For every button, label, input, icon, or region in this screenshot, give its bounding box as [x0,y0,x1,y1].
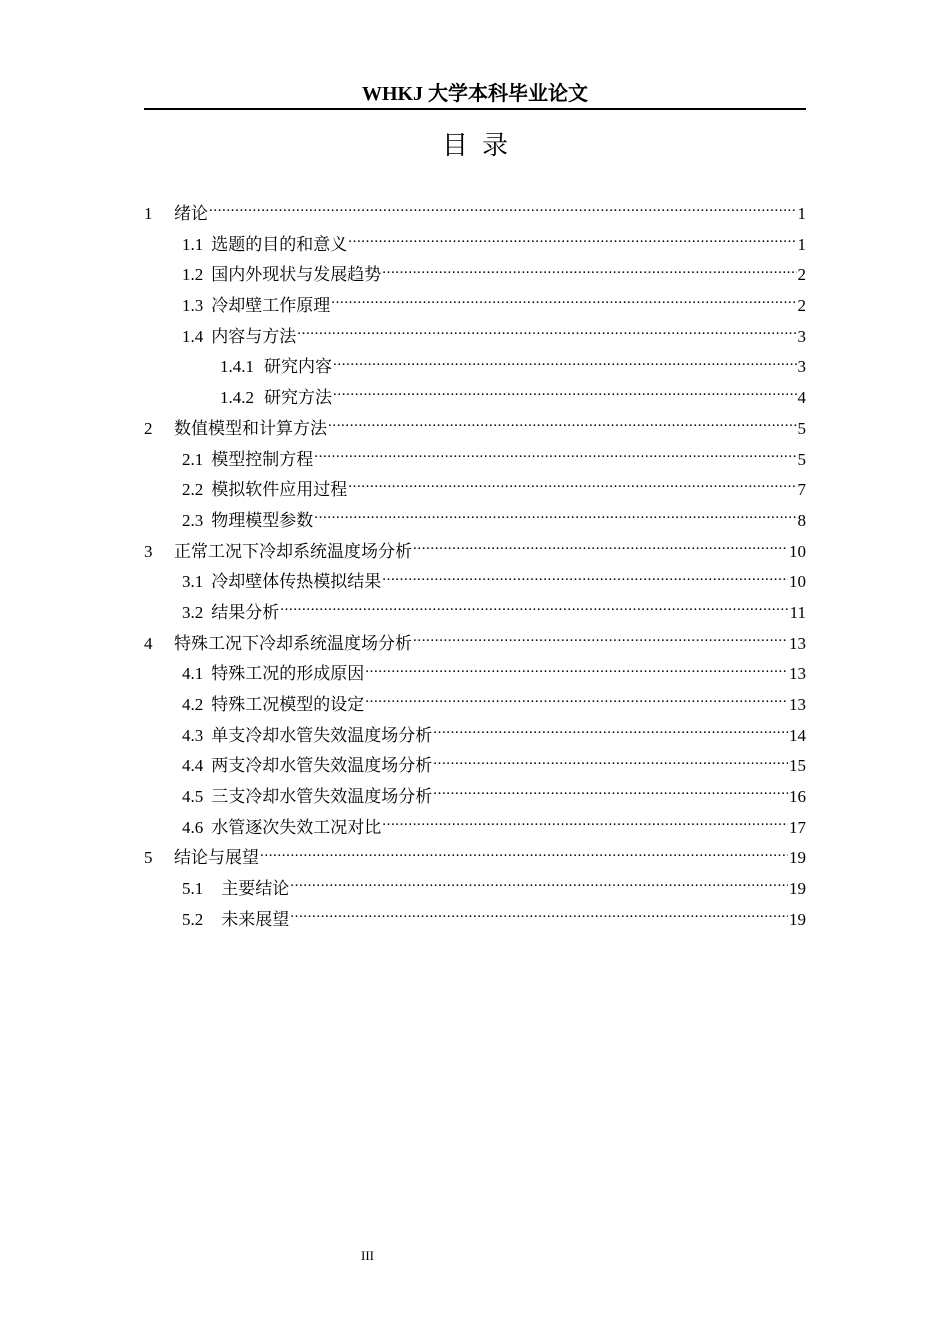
toc-entry-title: 三支冷却水管失效温度场分析 [211,787,433,807]
toc-entry-title: 未来展望 [221,909,290,929]
toc-entry-page: 13 [789,633,806,653]
toc-dot-leader [348,478,796,495]
toc-entry-page: 2 [797,265,806,285]
toc-entry-title: 特殊工况的形成原因 [211,664,365,684]
toc-dot-leader [333,355,797,372]
toc-entry-page: 3 [797,326,806,346]
toc-entry-number: 4.6 [182,817,204,837]
toc-dot-leader [314,448,796,465]
toc-dot-leader [413,632,788,649]
toc-entry[interactable] [144,383,806,414]
toc-entry[interactable] [144,260,806,291]
toc-entry-page: 17 [789,817,806,837]
toc-entry-number: 1.4.2 [220,388,254,408]
toc-entry-title: 数值模型和计算方法 [174,418,327,438]
toc-entry-title: 特殊工况下冷却系统温度场分析 [174,633,412,653]
toc-entry-title: 水管逐次失效工况对比 [211,817,382,837]
toc-entry-title: 冷却壁体传热模拟结果 [211,572,382,592]
toc-dot-leader [382,816,788,833]
toc-dot-leader [348,233,796,250]
toc-entry[interactable] [144,291,806,322]
toc-entry-title: 物理模型参数 [211,510,314,530]
toc-entry-number: 1.3 [182,296,204,316]
toc-entry[interactable] [144,414,806,445]
toc-dot-leader [382,570,788,587]
toc-entry-page: 11 [789,602,806,622]
toc-title: 目录 [441,131,522,160]
header-rule [144,108,806,110]
toc-entry-number: 2.3 [182,510,204,530]
toc-entry-page: 10 [789,572,806,592]
toc-entry-page: 13 [789,695,806,714]
toc-entry[interactable] [144,843,806,874]
toc-entry-title: 冷却壁工作原理 [211,296,331,316]
toc-entry-number: 1 [144,204,153,223]
toc-entry-title: 特殊工况模型的设定 [211,695,365,714]
toc-entry-title: 模型控制方程 [211,449,314,469]
toc-entry[interactable] [144,690,806,721]
toc-entry-page: 5 [797,449,806,469]
toc-dot-leader [331,294,796,311]
toc-dot-leader [297,325,796,342]
toc-entry-page: 19 [789,848,806,868]
toc-dot-leader [382,263,796,280]
toc-entry-page: 4 [797,388,806,408]
toc-dot-leader [260,846,788,863]
toc-entry-number: 4.3 [182,725,204,745]
toc-entry-number: 2.2 [182,480,204,500]
toc-entry-number: 5.1 [182,879,204,899]
toc-entry-title: 正常工况下冷却系统温度场分析 [174,541,412,561]
toc-entry-page: 8 [797,510,806,530]
toc-entry-number: 2 [144,418,153,438]
toc-entry-page: 7 [797,480,806,500]
toc-entry[interactable] [144,721,806,752]
toc-entry-title: 绪论 [174,204,208,223]
toc-entry[interactable] [144,199,806,230]
toc-entry-number: 1.4.1 [220,357,254,377]
toc-dot-leader [333,386,797,403]
page-header: WHKJ 大学本科毕业论文 [361,83,589,105]
toc-entry-number: 1.2 [182,265,204,285]
toc-entry-number: 4.2 [182,695,204,714]
toc-entry[interactable] [144,352,806,383]
table-of-contents [144,199,806,936]
toc-entry-title: 主要结论 [221,879,290,899]
toc-entry-number: 3 [144,541,153,561]
toc-entry-number: 3.1 [182,572,204,592]
toc-entry[interactable] [144,322,806,353]
toc-entry-title: 内容与方法 [211,326,297,346]
toc-dot-leader [290,877,788,894]
toc-entry[interactable] [144,506,806,537]
toc-entry-title: 单支冷却水管失效温度场分析 [211,725,433,745]
toc-entry-title: 选题的目的和意义 [211,234,348,254]
toc-entry[interactable] [144,782,806,813]
toc-dot-leader [413,540,788,557]
toc-dot-leader [290,908,788,925]
toc-entry-page: 19 [789,909,806,929]
toc-entry-number: 4.5 [182,787,204,807]
toc-dot-leader [365,662,788,679]
toc-entry-page: 2 [797,296,806,316]
toc-entry-number: 4.1 [182,664,204,684]
toc-entry[interactable] [144,567,806,598]
toc-dot-leader [433,724,788,741]
toc-entry-page: 14 [789,725,806,745]
toc-entry-number: 5 [144,848,153,868]
toc-entry-title: 结论与展望 [174,848,259,868]
toc-entry[interactable] [144,905,806,936]
toc-entry-page: 5 [797,418,806,438]
toc-entry-number: 1.1 [182,234,204,254]
toc-entry-number: 4 [144,633,153,653]
toc-entry[interactable] [144,751,806,782]
toc-dot-leader [209,202,797,219]
toc-entry-page: 15 [789,756,806,776]
toc-dot-leader [433,785,788,802]
toc-entry-title: 两支冷却水管失效温度场分析 [211,756,433,776]
toc-entry[interactable] [144,659,806,690]
toc-entry[interactable] [144,537,806,568]
toc-entry-page: 1 [797,234,806,254]
page-number: III [361,1248,374,1263]
toc-entry-title: 模拟软件应用过程 [211,480,348,500]
toc-dot-leader [365,693,788,710]
toc-entry-number: 1.4 [182,326,204,346]
toc-entry-number: 4.4 [182,756,204,776]
toc-dot-leader [433,754,788,771]
toc-entry-title: 结果分析 [211,602,280,622]
toc-entry[interactable] [144,813,806,844]
toc-dot-leader [328,417,797,434]
toc-entry[interactable] [144,598,806,629]
toc-entry-title: 研究内容 [264,357,332,377]
toc-entry-title: 研究方法 [264,388,332,408]
toc-entry-page: 3 [797,357,806,377]
toc-entry[interactable] [144,874,806,905]
toc-entry-page: 19 [789,879,806,899]
toc-entry-number: 3.2 [182,602,204,622]
toc-dot-leader [314,509,796,526]
toc-entry-page: 10 [789,541,806,561]
toc-entry-page: 1 [797,204,806,223]
toc-entry-page: 13 [789,664,806,684]
toc-entry[interactable] [144,445,806,476]
toc-entry[interactable] [144,629,806,660]
toc-entry[interactable] [144,230,806,261]
toc-entry-number: 5.2 [182,909,204,929]
toc-entry-page: 16 [789,787,806,807]
toc-entry-number: 2.1 [182,449,204,469]
toc-entry[interactable] [144,475,806,506]
toc-entry-title: 国内外现状与发展趋势 [211,265,382,285]
toc-dot-leader [280,601,788,618]
